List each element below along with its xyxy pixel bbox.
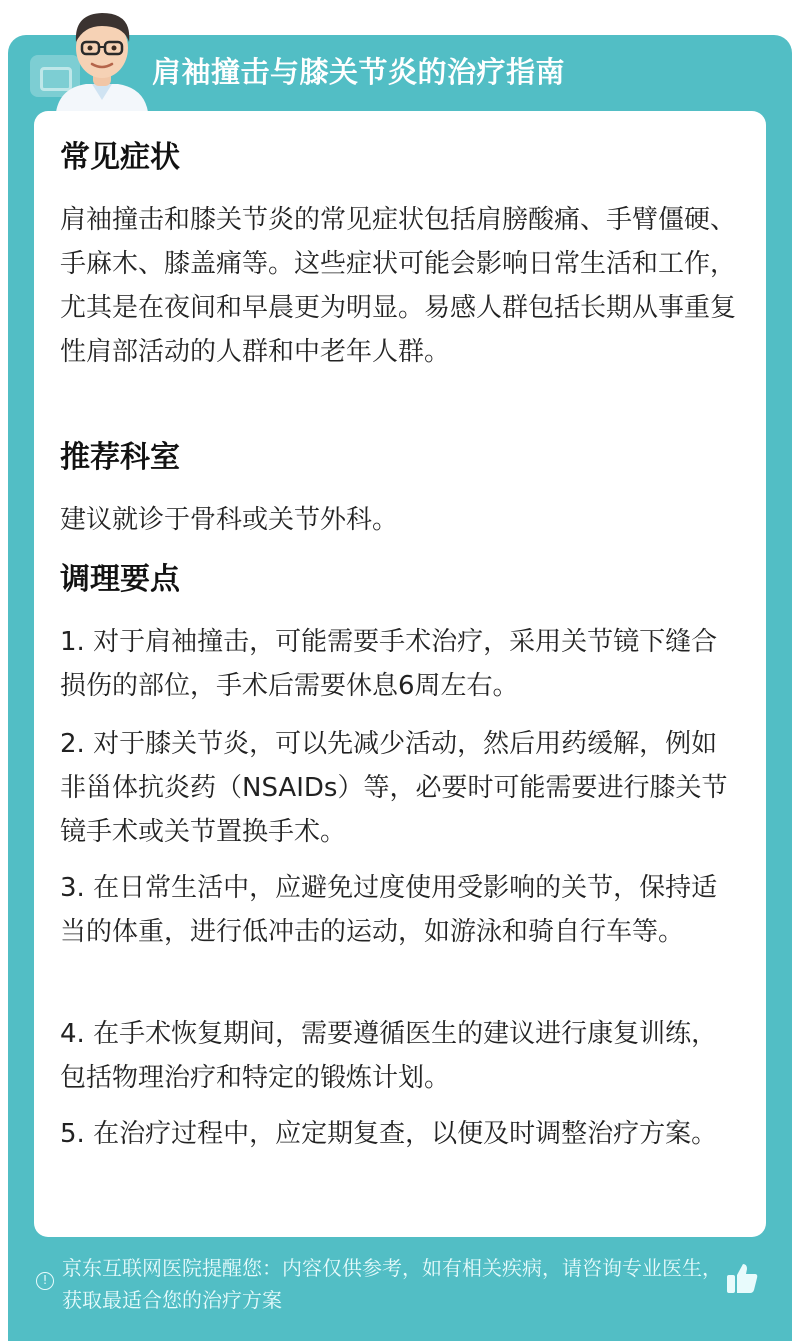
section-heading-department: 推荐科室 — [60, 440, 180, 475]
care-point-1: 1. 对于肩袖撞击，可能需要手术治疗，采用关节镜下缝合损伤的部位，手术后需要休息6周左右。 — [60, 627, 718, 701]
info-icon: ! — [36, 1272, 54, 1290]
section-heading-care-points: 调理要点 — [60, 562, 180, 597]
care-point-4: 4. 在手术恢复期间，需要遵循医生的建议进行康复训练，包括物理治疗和特定的锻炼计划。 — [60, 1019, 718, 1093]
thumbs-up-icon[interactable] — [724, 1260, 760, 1296]
care-point-2: 2. 对于膝关节炎，可以先减少活动，然后用药缓解，例如非甾体抗炎药（NSAIDs）等，必要时可能需要进行膝关节镜手术或关节置换手术。 — [60, 729, 728, 847]
department-text: 建议就诊于骨科或关节外科。 — [60, 505, 399, 535]
care-point-5: 5. 在治疗过程中，应定期复查，以便及时调整治疗方案。 — [60, 1119, 718, 1149]
symptoms-text: 肩袖撞击和膝关节炎的常见症状包括肩膀酸痛、手臂僵硬、手麻木、膝盖痛等。这些症状可能会影响日常生活和工作，尤其是在夜间和早晨更为明显。易感人群包括长期从事重复性肩部活动的人群和中老年人群。 — [60, 205, 737, 367]
footer-disclaimer: 京东互联网医院提醒您：内容仅供参考，如有相关疾病，请咨询专业医生，获取最适合您的治疗方案 — [62, 1256, 722, 1312]
doctor-avatar — [46, 4, 158, 112]
page-title: 肩袖撞击与膝关节炎的治疗指南 — [152, 55, 566, 89]
section-heading-symptoms: 常见症状 — [60, 140, 180, 175]
care-point-3: 3. 在日常生活中，应避免过度使用受影响的关节，保持适当的体重，进行低冲击的运动，如游泳和骑自行车等。 — [60, 873, 718, 947]
